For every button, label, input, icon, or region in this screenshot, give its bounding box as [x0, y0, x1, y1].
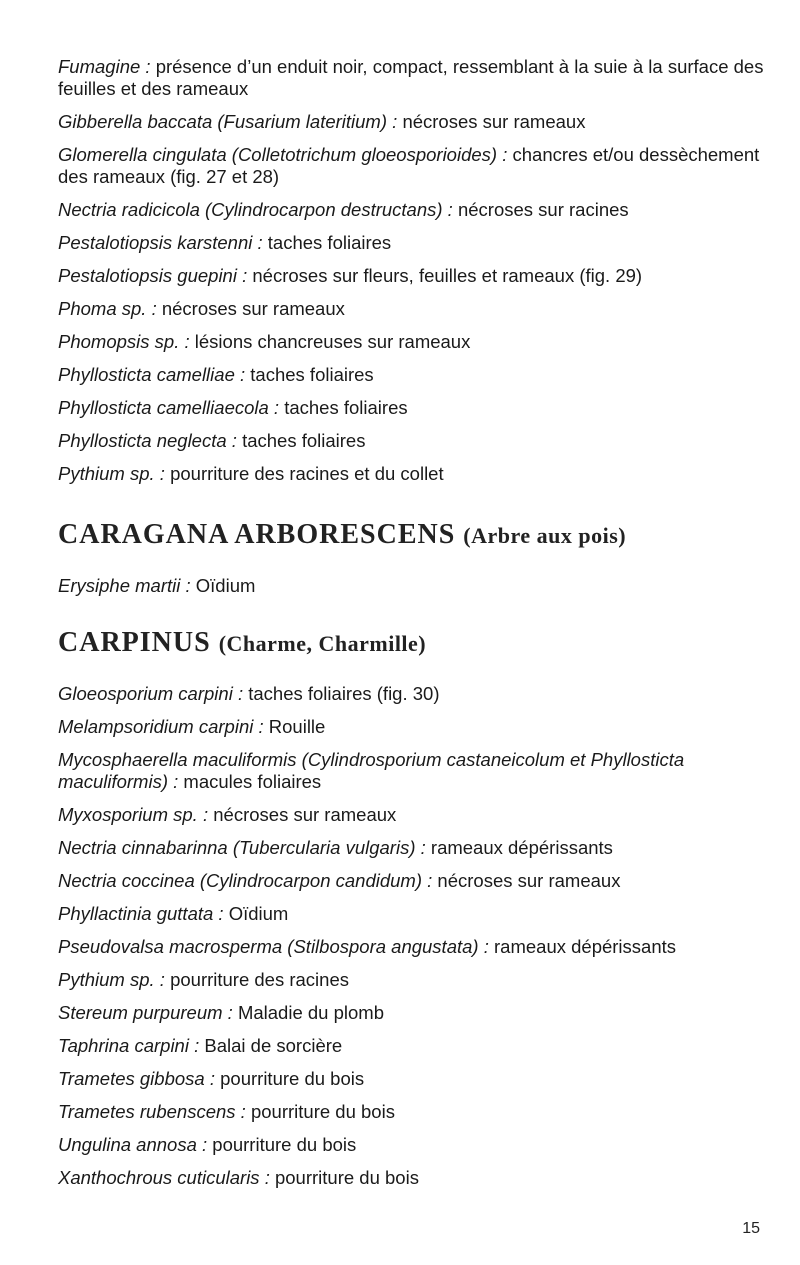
- section-heading: [58, 519, 770, 551]
- carpinus-list: [58, 683, 770, 1189]
- list-item: Nectria coccinea (Cylindrocarpon candidum) : nécroses sur rameaux: [58, 870, 621, 891]
- list-item: Nectria cinnabarinna (Tubercularia vulgaris) : rameaux dépérissants: [58, 837, 613, 858]
- caragana-list: [58, 575, 770, 597]
- camellia-list: [58, 56, 770, 485]
- genus-title: CARPINUS: [58, 627, 211, 658]
- list-item: Ungulina annosa : pourriture du bois: [58, 1134, 357, 1155]
- list-item: Melampsoridium carpini : Rouille: [58, 716, 326, 737]
- carpinus-section: [58, 627, 770, 1189]
- list-item: Trametes gibbosa : pourriture du bois: [58, 1068, 365, 1089]
- section-heading: [58, 627, 770, 659]
- list-item: Xanthochrous cuticularis : pourriture du bois: [58, 1167, 419, 1188]
- list-item: Phomopsis sp. : lésions chancreuses sur rameaux: [58, 331, 471, 352]
- list-item: Phyllosticta camelliae : taches foliaires: [58, 364, 374, 385]
- list-item: Pythium sp. : pourriture des racines et du collet: [58, 463, 444, 484]
- list-item: Trametes rubenscens : pourriture du bois: [58, 1101, 395, 1122]
- list-item: Pythium sp. : pourriture des racines: [58, 969, 349, 990]
- list-item: Phoma sp. : nécroses sur rameaux: [58, 298, 345, 319]
- list-item: Phyllosticta camelliaecola : taches foliaires: [58, 397, 408, 418]
- list-item: Stereum purpureum : Maladie du plomb: [58, 1002, 384, 1023]
- list-item: Erysiphe martii : Oïdium: [58, 575, 256, 596]
- list-item: Mycosphaerella maculiformis (Cylindrosporium castaneicolum et Phyllosticta maculiformis) : macules foliaires: [58, 749, 685, 792]
- list-item: Glomerella cingulata (Colletotrichum gloeosporioides) : chancres et/ou dessèchement des rameaux (fig. 27 et 28): [58, 144, 760, 187]
- list-item: Phyllactinia guttata : Oïdium: [58, 903, 289, 924]
- list-item: Gloeosporium carpini : taches foliaires (fig. 30): [58, 683, 440, 704]
- common-name: (Arbre aux pois): [463, 523, 627, 548]
- list-item: Gibberella baccata (Fusarium lateritium) : nécroses sur rameaux: [58, 111, 586, 132]
- list-item: Myxosporium sp. : nécroses sur rameaux: [58, 804, 397, 825]
- list-item: Pestalotiopsis guepini : nécroses sur fleurs, feuilles et rameaux (fig. 29): [58, 265, 643, 286]
- list-item: Fumagine : présence d’un enduit noir, compact, ressemblant à la suie à la surface des feuilles et des rameaux: [58, 56, 764, 99]
- common-name: (Charme, Charmille): [218, 631, 427, 656]
- list-item: Pseudovalsa macrosperma (Stilbospora angustata) : rameaux dépérissants: [58, 936, 677, 957]
- list-item: Pestalotiopsis karstenni : taches foliaires: [58, 232, 392, 253]
- list-item: Nectria radicicola (Cylindrocarpon destructans) : nécroses sur racines: [58, 199, 629, 220]
- caragana-section: [58, 519, 770, 597]
- list-item: Taphrina carpini : Balai de sorcière: [58, 1035, 343, 1056]
- page-number: 15: [742, 1220, 760, 1237]
- list-item: Phyllosticta neglecta : taches foliaires: [58, 430, 366, 451]
- genus-title: CARAGANA ARBORESCENS: [58, 519, 456, 550]
- page-content: [58, 56, 770, 1200]
